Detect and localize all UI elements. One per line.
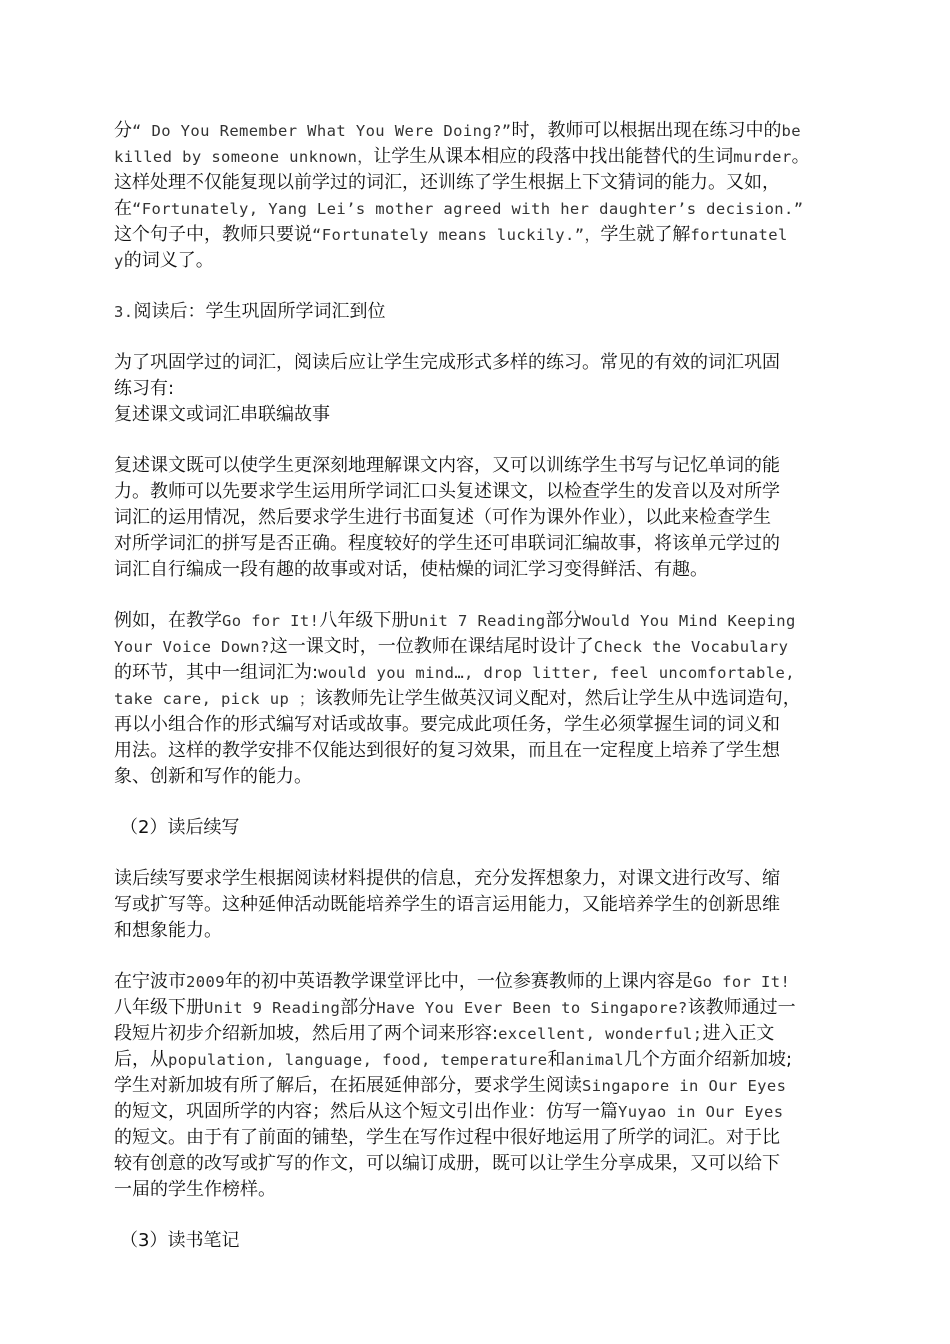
- text: 该教师通过一: [687, 997, 796, 1018]
- text-line: [114, 660, 834, 686]
- text-line: 写或扩写等。这种延伸活动既能培养学生的语言运用能力，又能培养学生的创新思维: [114, 894, 780, 915]
- heading-number: （3）: [120, 1230, 168, 1251]
- text: 部分: [545, 610, 582, 631]
- english-text: Go for It!: [222, 612, 320, 630]
- text: 几个方面介绍新加坡;: [623, 1049, 793, 1070]
- text: 让学生从课本相应的段落中找出能替代的生词: [373, 146, 734, 167]
- heading-text: 读后续写: [167, 817, 240, 838]
- text: 八年级下册: [319, 610, 410, 631]
- text-line: [114, 118, 834, 144]
- text: 在宁波市: [114, 971, 186, 992]
- text-line: 和想象能力。: [114, 920, 222, 941]
- english-text: Singapore in Our Eyes: [582, 1077, 787, 1095]
- english-text: fortunatel: [690, 226, 788, 244]
- text-line: 用法。这样的教学安排不仅能达到很好的复习效果，而且在一定程度上培养了学生想: [114, 740, 780, 761]
- heading-number: （2）: [120, 817, 168, 838]
- paragraph-consolidation: [114, 350, 834, 428]
- english-text: Go for It!: [692, 973, 791, 991]
- text-line: [114, 1073, 834, 1099]
- text: 。: [791, 146, 810, 167]
- english-text: Would You Mind Keeping: [581, 612, 796, 630]
- text-line: [114, 608, 834, 634]
- text-line: 读后续写要求学生根据阅读材料提供的信息，充分发挥想象力，对课文进行改写、缩: [114, 868, 780, 889]
- text-line: [114, 969, 834, 995]
- paragraph-retell: [114, 453, 834, 583]
- text: 这一课文时，一位教师在课结尾时设计了: [269, 636, 594, 657]
- text: 的短文，巩固所学的内容；然后从这个短文引出作业：仿写一篇: [114, 1101, 618, 1122]
- section-heading-reading-notes: [120, 1228, 834, 1254]
- text: 段短片初步介绍新加坡，然后用了两个词来形容:: [114, 1023, 499, 1044]
- section-heading-continuation-writing: [120, 815, 834, 841]
- english-text: Have You Ever Been to Singapore?: [376, 999, 688, 1017]
- text-line: 较有创意的改写或扩写的作文，可以编订成册，既可以让学生分享成果，又可以给下: [114, 1153, 780, 1174]
- english-text: be: [781, 122, 802, 140]
- paragraph-do-you-remember: [114, 118, 834, 274]
- text: 年的初中英语教学课堂评比中，一位参赛教师的上课内容是: [224, 971, 693, 992]
- english-text: take care, pick up ；: [114, 690, 315, 708]
- english-text: Unit 7 Reading: [409, 612, 546, 630]
- text: 时，教师可以根据出现在练习中的: [511, 120, 782, 141]
- text: 的环节，其中一组词汇为:: [114, 662, 319, 683]
- english-text: Your Voice Down?: [114, 638, 270, 656]
- text-line: 对所学词汇的拼写是否正确。程度较好的学生还可串联词汇编故事，将该单元学过的: [114, 533, 780, 554]
- text: 学生就了解: [600, 224, 691, 245]
- paragraph-continuation-writing: [114, 866, 834, 944]
- text-line: [114, 1021, 834, 1047]
- text-line: 词汇自行编成一段有趣的故事或对话，使枯燥的词汇学习变得鲜活、有趣。: [114, 559, 708, 580]
- text-line: [114, 634, 834, 660]
- heading-text: 阅读后：学生巩固所学词汇到位: [133, 301, 386, 322]
- text: 该教师先让学生做英汉词义配对，然后让学生从中选词造句，: [314, 688, 801, 709]
- text-line: [114, 686, 834, 712]
- heading-text: 读书笔记: [167, 1230, 240, 1251]
- text-line: 练习有:: [114, 378, 175, 399]
- english-text: murder: [733, 148, 792, 166]
- text: 例如，在教学: [114, 610, 222, 631]
- text: 这个句子中，教师只要说: [114, 224, 312, 245]
- english-text: animal: [565, 1051, 624, 1069]
- text-line: [114, 196, 834, 222]
- text-line: 象、创新和写作的能力。: [114, 766, 312, 787]
- english-text: Check the Vocabulary: [593, 638, 789, 656]
- text: 八年级下册: [114, 997, 204, 1018]
- heading-number: 3.: [114, 303, 134, 321]
- text-line: [114, 248, 834, 274]
- paragraph-ningbo-example: [114, 969, 834, 1203]
- text-line: 词汇的运用情况，然后要求学生进行书面复述（可作为课外作业），以此来检查学生: [114, 507, 771, 528]
- subheading-retell: 复述课文或词汇串联编故事: [114, 404, 330, 425]
- text-line: [114, 995, 834, 1021]
- text-line: [114, 1047, 834, 1073]
- english-text: “Fortunately, Yang Lei’s mother agreed with her daughter’s decision.”: [132, 200, 804, 218]
- text-line: 一届的学生作榜样。: [114, 1179, 276, 1200]
- text-line: 再以小组合作的形式编写对话或故事。要完成此项任务，学生必须掌握生词的词义和: [114, 714, 780, 735]
- text: 部分: [340, 997, 377, 1018]
- english-text: population, language, food, temperature: [168, 1051, 548, 1069]
- english-text: killed by someone unknown，: [114, 148, 374, 166]
- text-line: [114, 222, 834, 248]
- text-line: 这样处理不仅能复现以前学过的词汇，还训练了学生根据上下文猜词的能力。又如，: [114, 172, 780, 193]
- text-line: 复述课文既可以使学生更深刻地理解课文内容，又可以训练学生书写与记忆单词的能: [114, 455, 780, 476]
- text-line: 为了巩固学过的词汇，阅读后应让学生完成形式多样的练习。常见的有效的词汇巩固: [114, 352, 780, 373]
- document-page: [114, 118, 834, 1254]
- text: 进入正文: [702, 1023, 775, 1044]
- text: 和: [547, 1049, 566, 1070]
- text: 学生对新加坡有所了解后，在拓展延伸部分，要求学生阅读: [114, 1075, 582, 1096]
- text-line: [114, 1099, 834, 1125]
- english-text: excellent, wonderful;: [498, 1025, 703, 1043]
- paragraph-example-unit7: [114, 608, 834, 790]
- english-text: “Fortunately means luckily.”，: [312, 226, 601, 244]
- text: 的词义了。: [123, 250, 214, 271]
- english-text: would you mind…, drop litter, feel uncomfortable,: [318, 664, 795, 682]
- english-text: 2009: [186, 973, 225, 991]
- text: 分: [114, 120, 132, 141]
- text-line: [114, 144, 834, 170]
- text: 后，从: [114, 1049, 168, 1070]
- text-line: 力。教师可以先要求学生运用所学词汇口头复述课文，以检查学生的发音以及对所学: [114, 481, 780, 502]
- english-text: Unit 9 Reading: [204, 999, 341, 1017]
- english-text: “ Do You Remember What You Were Doing?”: [132, 122, 512, 140]
- section-heading-after-reading: [114, 299, 834, 325]
- text: 在: [114, 198, 132, 219]
- text-line: 的短文。由于有了前面的铺垫，学生在写作过程中很好地运用了所学的词汇。对于比: [114, 1127, 780, 1148]
- english-text: y: [114, 252, 124, 270]
- english-text: Yuyao in Our Eyes: [618, 1103, 784, 1121]
